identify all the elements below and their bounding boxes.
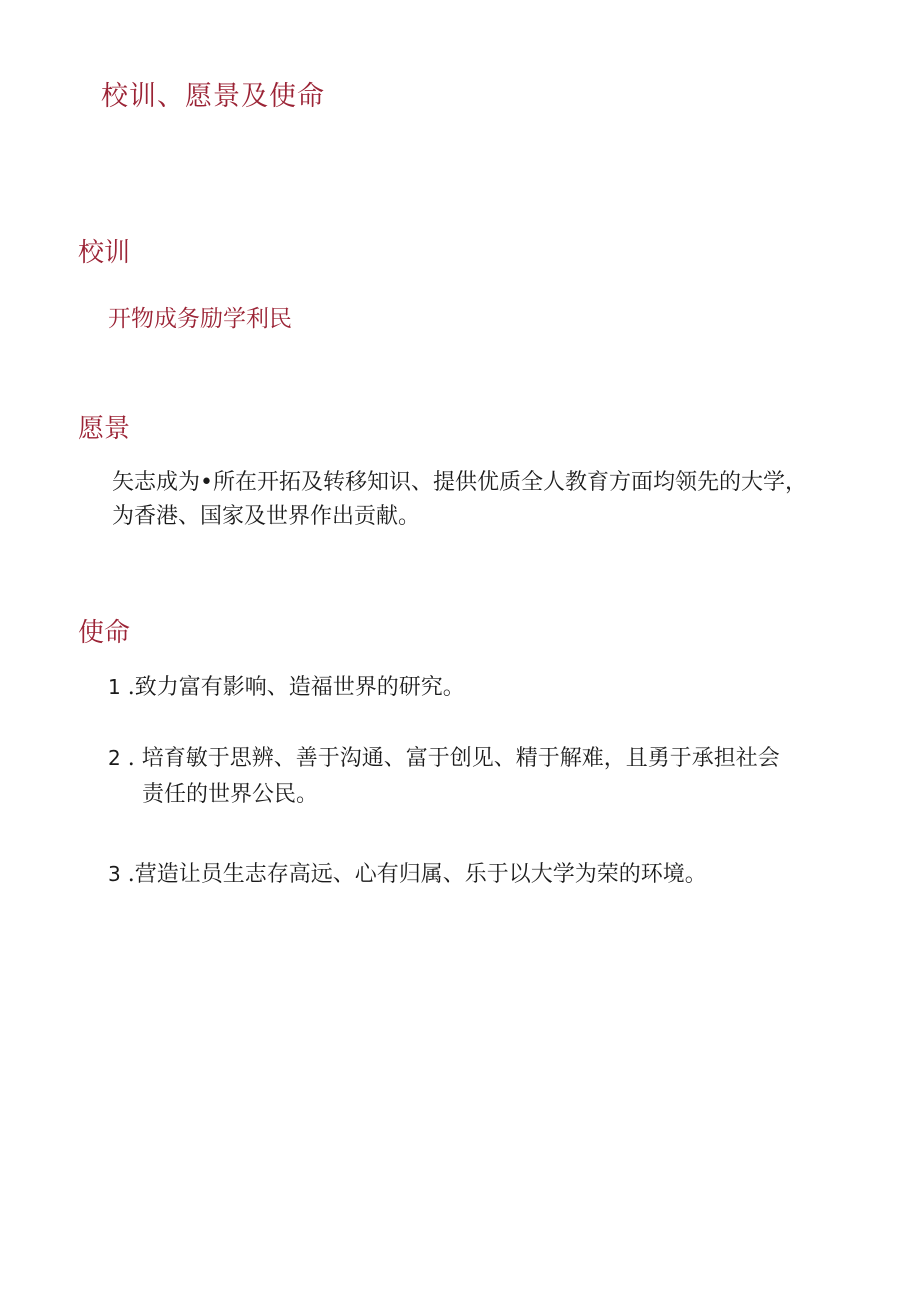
mission-item-text: 致力富有影响、造福世界的研究。 xyxy=(134,675,465,700)
motto-text: 开物成务励学利民 xyxy=(108,306,292,332)
mission-item-text-line1: 培育敏于思辨、善于沟通、富于创见、精于解难，且勇于承担社会 xyxy=(141,746,780,771)
mission-item-separator: . xyxy=(120,675,135,700)
mission-item-number: 3 xyxy=(108,862,121,886)
mission-item-number: 1 xyxy=(108,675,121,699)
mission-heading: 使命 xyxy=(78,618,131,648)
motto-heading: 校训 xyxy=(78,238,131,268)
mission-item-3 xyxy=(108,856,707,893)
vision-text: 矢志成为•所在开拓及转移知识、提供优质全人教育方面均领先的大学，为香港、国家及世界作出贡献。 xyxy=(112,470,807,529)
mission-item-number: 2 xyxy=(108,746,121,770)
mission-item-1 xyxy=(108,669,465,706)
mission-item-text: 营造让员生志存高远、心有归属、乐于以大学为荣的环境。 xyxy=(134,862,707,887)
page-title: 校训、愿景及使命 xyxy=(101,81,325,112)
vision-heading: 愿景 xyxy=(78,414,131,444)
mission-item-2 xyxy=(108,740,838,813)
mission-item-text-line2: 责任的世界公民。 xyxy=(142,782,319,807)
mission-item-separator: . xyxy=(120,862,135,887)
mission-item-separator: . xyxy=(120,746,142,771)
